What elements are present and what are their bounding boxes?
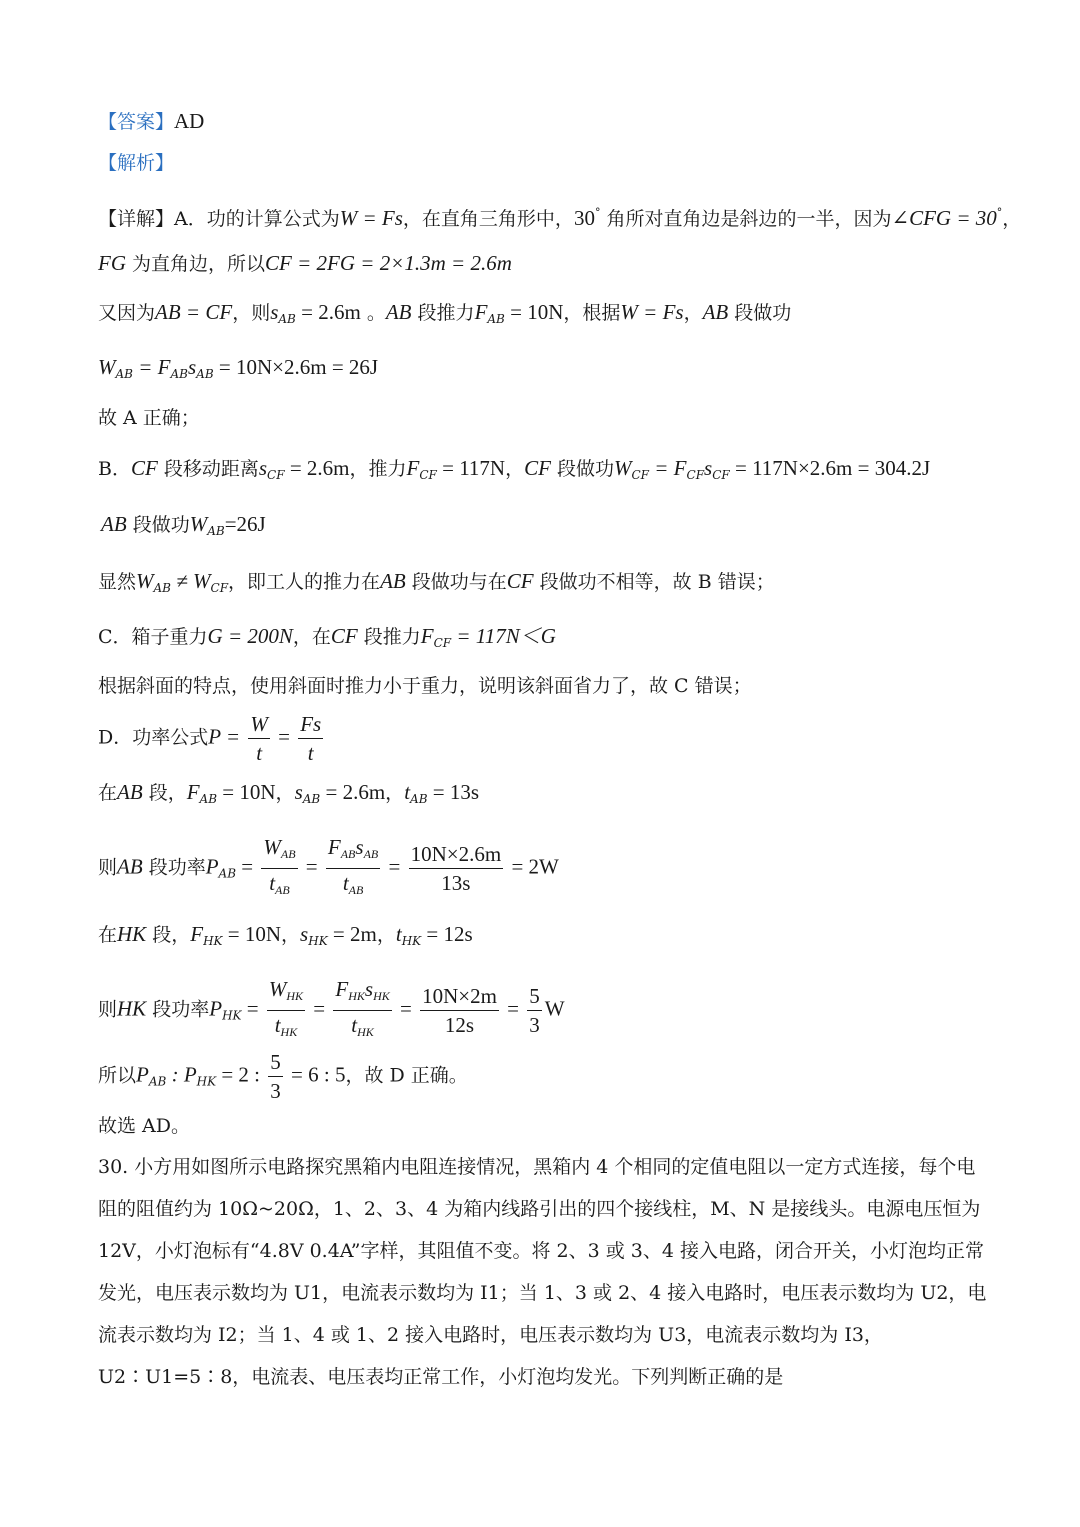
formula: : P [166, 1062, 197, 1087]
formula: t [351, 1013, 358, 1037]
formula: P [205, 854, 219, 879]
formula: = 10N×2.6m = 26J [213, 355, 379, 379]
answer-line [98, 108, 204, 135]
formula: P = [208, 724, 246, 749]
denominator: 3 [270, 1079, 281, 1103]
formula: F [420, 624, 434, 648]
formula: s [187, 355, 197, 379]
subscript: AB [207, 524, 225, 538]
formula: s [355, 835, 364, 859]
formula: FG [98, 251, 126, 275]
fraction [420, 982, 499, 1039]
subscript: HK [196, 1074, 217, 1089]
formula: CF [130, 456, 158, 480]
subscript: AB [363, 847, 379, 861]
formula: =26J [224, 512, 266, 536]
formula: = [300, 854, 323, 879]
text: ，在 [292, 626, 331, 648]
denominator: t [307, 741, 314, 765]
text: ， [376, 924, 396, 946]
text: 段移动距离 [157, 458, 259, 480]
formula: F [190, 922, 204, 946]
subscript: HK [286, 989, 304, 1003]
subscript: HK [222, 1008, 242, 1023]
subscript: AB [302, 792, 321, 806]
formula: CF [330, 624, 358, 648]
subscript: AB [275, 883, 290, 897]
fraction [268, 1048, 283, 1105]
text: 在 [98, 782, 118, 804]
text: 段做功 [728, 302, 792, 324]
text: 段， [146, 924, 191, 946]
text: ， [683, 302, 703, 324]
formula: F [327, 835, 341, 859]
numerator: 10N×2.6m [409, 840, 504, 869]
formula: AB [101, 512, 127, 536]
denominator: t [256, 741, 263, 765]
detail-label: 【详解】 [98, 208, 175, 230]
numerator: 10N×2m [420, 982, 499, 1011]
subscript: CF [433, 636, 452, 650]
detail-line-17 [98, 1113, 190, 1139]
formula: s [300, 922, 309, 946]
formula: W [98, 355, 116, 379]
text: D．功率公式 [98, 726, 209, 749]
subscript: CF [267, 468, 285, 482]
formula: 30 [573, 206, 595, 230]
subscript: HK [203, 934, 223, 948]
text: 根据斜面的特点，使用斜面时推力小于重力，说明该斜面省力了，故 C 错误； [98, 675, 752, 697]
numerator [267, 975, 305, 1011]
text: 所以 [98, 1064, 137, 1087]
subscript: HK [357, 1025, 374, 1039]
formula: = [236, 854, 259, 879]
denominator [267, 1011, 305, 1046]
formula: t [274, 1013, 281, 1037]
formula: = 2W [506, 854, 559, 879]
formula: P [209, 996, 223, 1021]
formula: ∠CFG = 30 [891, 206, 997, 230]
degree-mark: ° [996, 206, 1003, 219]
fraction [267, 975, 305, 1046]
detail-line-10 [98, 673, 752, 699]
formula: CF [524, 456, 551, 480]
denominator [326, 869, 380, 904]
detail-line-13 [98, 833, 559, 904]
formula: AB [380, 569, 406, 593]
text: ， [281, 924, 301, 946]
subscript: AB [340, 847, 356, 861]
fraction [333, 975, 391, 1046]
detail-line-15 [98, 975, 565, 1046]
formula: = 117N×2.6m = 304.2J [729, 456, 931, 480]
subscript: HK [373, 989, 390, 1003]
fraction [248, 710, 270, 767]
formula: AB [117, 780, 143, 804]
text: 段做功与在 [405, 571, 507, 593]
denominator: 12s [444, 1013, 475, 1037]
text: ，即工人的推力在 [228, 571, 381, 593]
subscript: AB [170, 367, 188, 381]
formula: W [189, 512, 208, 536]
formula: CF = 2FG = 2×1.3m = 2.6m [265, 251, 512, 275]
fraction [527, 982, 542, 1039]
formula: s [704, 456, 713, 480]
degree-mark: ° [594, 206, 601, 219]
detail-line-1 [98, 200, 1021, 232]
text: 段功率 [146, 998, 210, 1021]
subscript: AB [153, 581, 171, 595]
text: 则 [98, 998, 118, 1021]
detail-line-2 [98, 250, 512, 277]
formula: = 10N [504, 300, 564, 324]
subscript: AB [199, 792, 218, 806]
formula: = [394, 996, 418, 1021]
text: 。 [360, 302, 386, 324]
formula: s [258, 456, 268, 480]
formula: = [272, 724, 296, 749]
formula: HK [117, 922, 147, 946]
detail-line-3 [98, 299, 791, 332]
formula: s [364, 977, 374, 1001]
detail-line-12 [98, 779, 479, 812]
subscript: AB [278, 312, 296, 326]
subscript: CF [419, 468, 437, 482]
text: 段推力 [357, 626, 421, 648]
subscript: AB [410, 792, 428, 806]
formula: = [501, 996, 525, 1021]
formula: t [404, 780, 411, 804]
formula: = [308, 996, 331, 1021]
analysis-label: 【解析】 [98, 152, 175, 174]
text: C．箱子重力 [98, 626, 208, 648]
formula: W [268, 977, 287, 1001]
text: 则 [98, 856, 118, 879]
formula: t [395, 922, 402, 946]
detail-line-6 [98, 455, 930, 488]
detail-line-7 [101, 511, 266, 544]
subscript: CF [631, 468, 650, 482]
formula: ≠ W [171, 569, 211, 593]
text: 段功率 [142, 856, 206, 879]
formula: = 2.6m [284, 456, 350, 480]
text: 段做功 [550, 458, 614, 480]
formula: W = Fs [339, 206, 403, 230]
formula: = F [132, 355, 171, 379]
formula: = 12s [421, 922, 473, 946]
formula: = [241, 996, 264, 1021]
formula: = 117N [436, 456, 506, 480]
formula: W [263, 835, 281, 859]
formula: = 2.6m [295, 300, 361, 324]
formula: W [614, 456, 632, 480]
formula: AB [117, 854, 143, 879]
subscript: CF [210, 581, 229, 595]
text: ，根据 [563, 302, 621, 324]
answer-label: 【答案】 [98, 111, 175, 133]
formula: AB [702, 300, 729, 324]
formula: = 117N＜G [451, 624, 556, 648]
subscript: AB [487, 312, 505, 326]
numerator [261, 833, 297, 869]
text: ， [1002, 208, 1022, 230]
formula: G = 200N [207, 624, 293, 648]
formula: t [342, 871, 349, 895]
question-30: 30. 小方用如图所示电路探究黑箱内电阻连接情况，黑箱内 4 个相同的定值电阻以一定方式连接，每个电阻的阻值约为 10Ω~20Ω，1、2、3、4 为箱内线路引出的四个接线柱，M、N 是接线头。电源电压恒为 12V，小灯泡标有“4.8V 0.4A”字样，其阻值不变。将 2、3 或 3、4 接入电路，闭合开关，小灯泡均正常发光，电压表示数均为 U1，电流表示数均为 I1；当 1、3 或 2、4 接入电路时，电压表示数均为 U2，电流表示数均为 I2；当 1、4 或 1、2 接入电路时，电压表示数均为 U3，电流表示数均为 I3，U2∶U1=5∶8，电流表、电压表均正常工作，小灯泡均发光。下列判断正确的是 [98, 1156, 987, 1388]
formula: = 10N [217, 780, 276, 804]
numerator: W [248, 710, 270, 739]
text: 故 A 正确； [98, 407, 200, 429]
fraction [409, 840, 504, 897]
formula: F [186, 780, 200, 804]
formula: = [383, 854, 406, 879]
formula: = 6 : 5 [285, 1062, 346, 1087]
detail-line-16 [98, 1048, 468, 1105]
formula: s [270, 300, 279, 324]
formula: F [474, 300, 488, 324]
text: 为直角边，所以 [126, 253, 266, 275]
formula: W [136, 569, 154, 593]
numerator: 5 [527, 982, 542, 1011]
subscript: HK [401, 934, 422, 948]
text: 角所对直角边是斜边的一半，因为 [600, 208, 892, 230]
formula: W = Fs [620, 300, 684, 324]
text: 段推力 [411, 302, 475, 324]
text: ， [275, 782, 295, 804]
formula: = 10N [222, 922, 282, 946]
detail-line-8 [98, 568, 775, 601]
detail-line-14 [98, 921, 473, 954]
subscript: HK [280, 1025, 298, 1039]
subscript: AB [196, 367, 214, 381]
text: B． [98, 458, 131, 480]
text: ，故 D 正确。 [345, 1064, 468, 1087]
formula: P [136, 1062, 149, 1087]
formula: = 2 : [216, 1062, 266, 1087]
subscript: HK [348, 989, 365, 1003]
formula: = 2m [327, 922, 377, 946]
formula: CF [506, 569, 534, 593]
answer-value: AD [174, 109, 205, 133]
subscript: HK [308, 934, 328, 948]
numerator [326, 833, 380, 869]
numerator: 5 [268, 1048, 283, 1077]
formula: W [544, 996, 565, 1021]
subscript: AB [218, 866, 237, 881]
fraction [298, 710, 323, 767]
numerator: Fs [298, 710, 323, 739]
formula: = 13s [427, 780, 480, 804]
subscript: CF [686, 468, 705, 482]
text: ， [385, 782, 405, 804]
subscript: AB [148, 1074, 167, 1089]
formula: HK [117, 996, 147, 1021]
text: 故选 AD。 [98, 1115, 190, 1137]
text: 在 [98, 924, 118, 946]
detail-line-9 [98, 623, 556, 656]
subscript: AB [115, 367, 133, 381]
text: 又因为 [98, 302, 156, 324]
text: ，在直角三角形中， [402, 208, 574, 230]
text: ，推力 [349, 458, 407, 480]
detail-line-5 [98, 405, 200, 431]
analysis-line [98, 150, 174, 176]
subscript: AB [280, 847, 296, 861]
text: ， [505, 458, 525, 480]
denominator [333, 1011, 391, 1046]
denominator [261, 869, 297, 904]
fraction [261, 833, 297, 904]
subscript: CF [712, 468, 730, 482]
text: ，则 [232, 302, 271, 324]
text: A．功的计算公式为 [174, 208, 340, 230]
denominator: 3 [529, 1013, 540, 1037]
text: 显然 [98, 571, 137, 593]
formula: = F [649, 456, 687, 480]
text: 段， [142, 782, 187, 804]
text: 段做功不相等，故 B 错误； [533, 571, 775, 593]
formula: s [294, 780, 303, 804]
formula: AB [385, 300, 412, 324]
formula: F [406, 456, 420, 480]
detail-line-4 [98, 354, 378, 387]
formula: = 2.6m [320, 780, 386, 804]
numerator [333, 975, 391, 1011]
denominator: 13s [441, 871, 471, 895]
detail-line-11 [98, 710, 326, 767]
formula: AB = CF [155, 300, 233, 324]
formula: F [335, 977, 349, 1001]
fraction [326, 833, 380, 904]
subscript: AB [348, 883, 364, 897]
formula: t [269, 871, 276, 895]
text: 段做功 [126, 514, 190, 536]
